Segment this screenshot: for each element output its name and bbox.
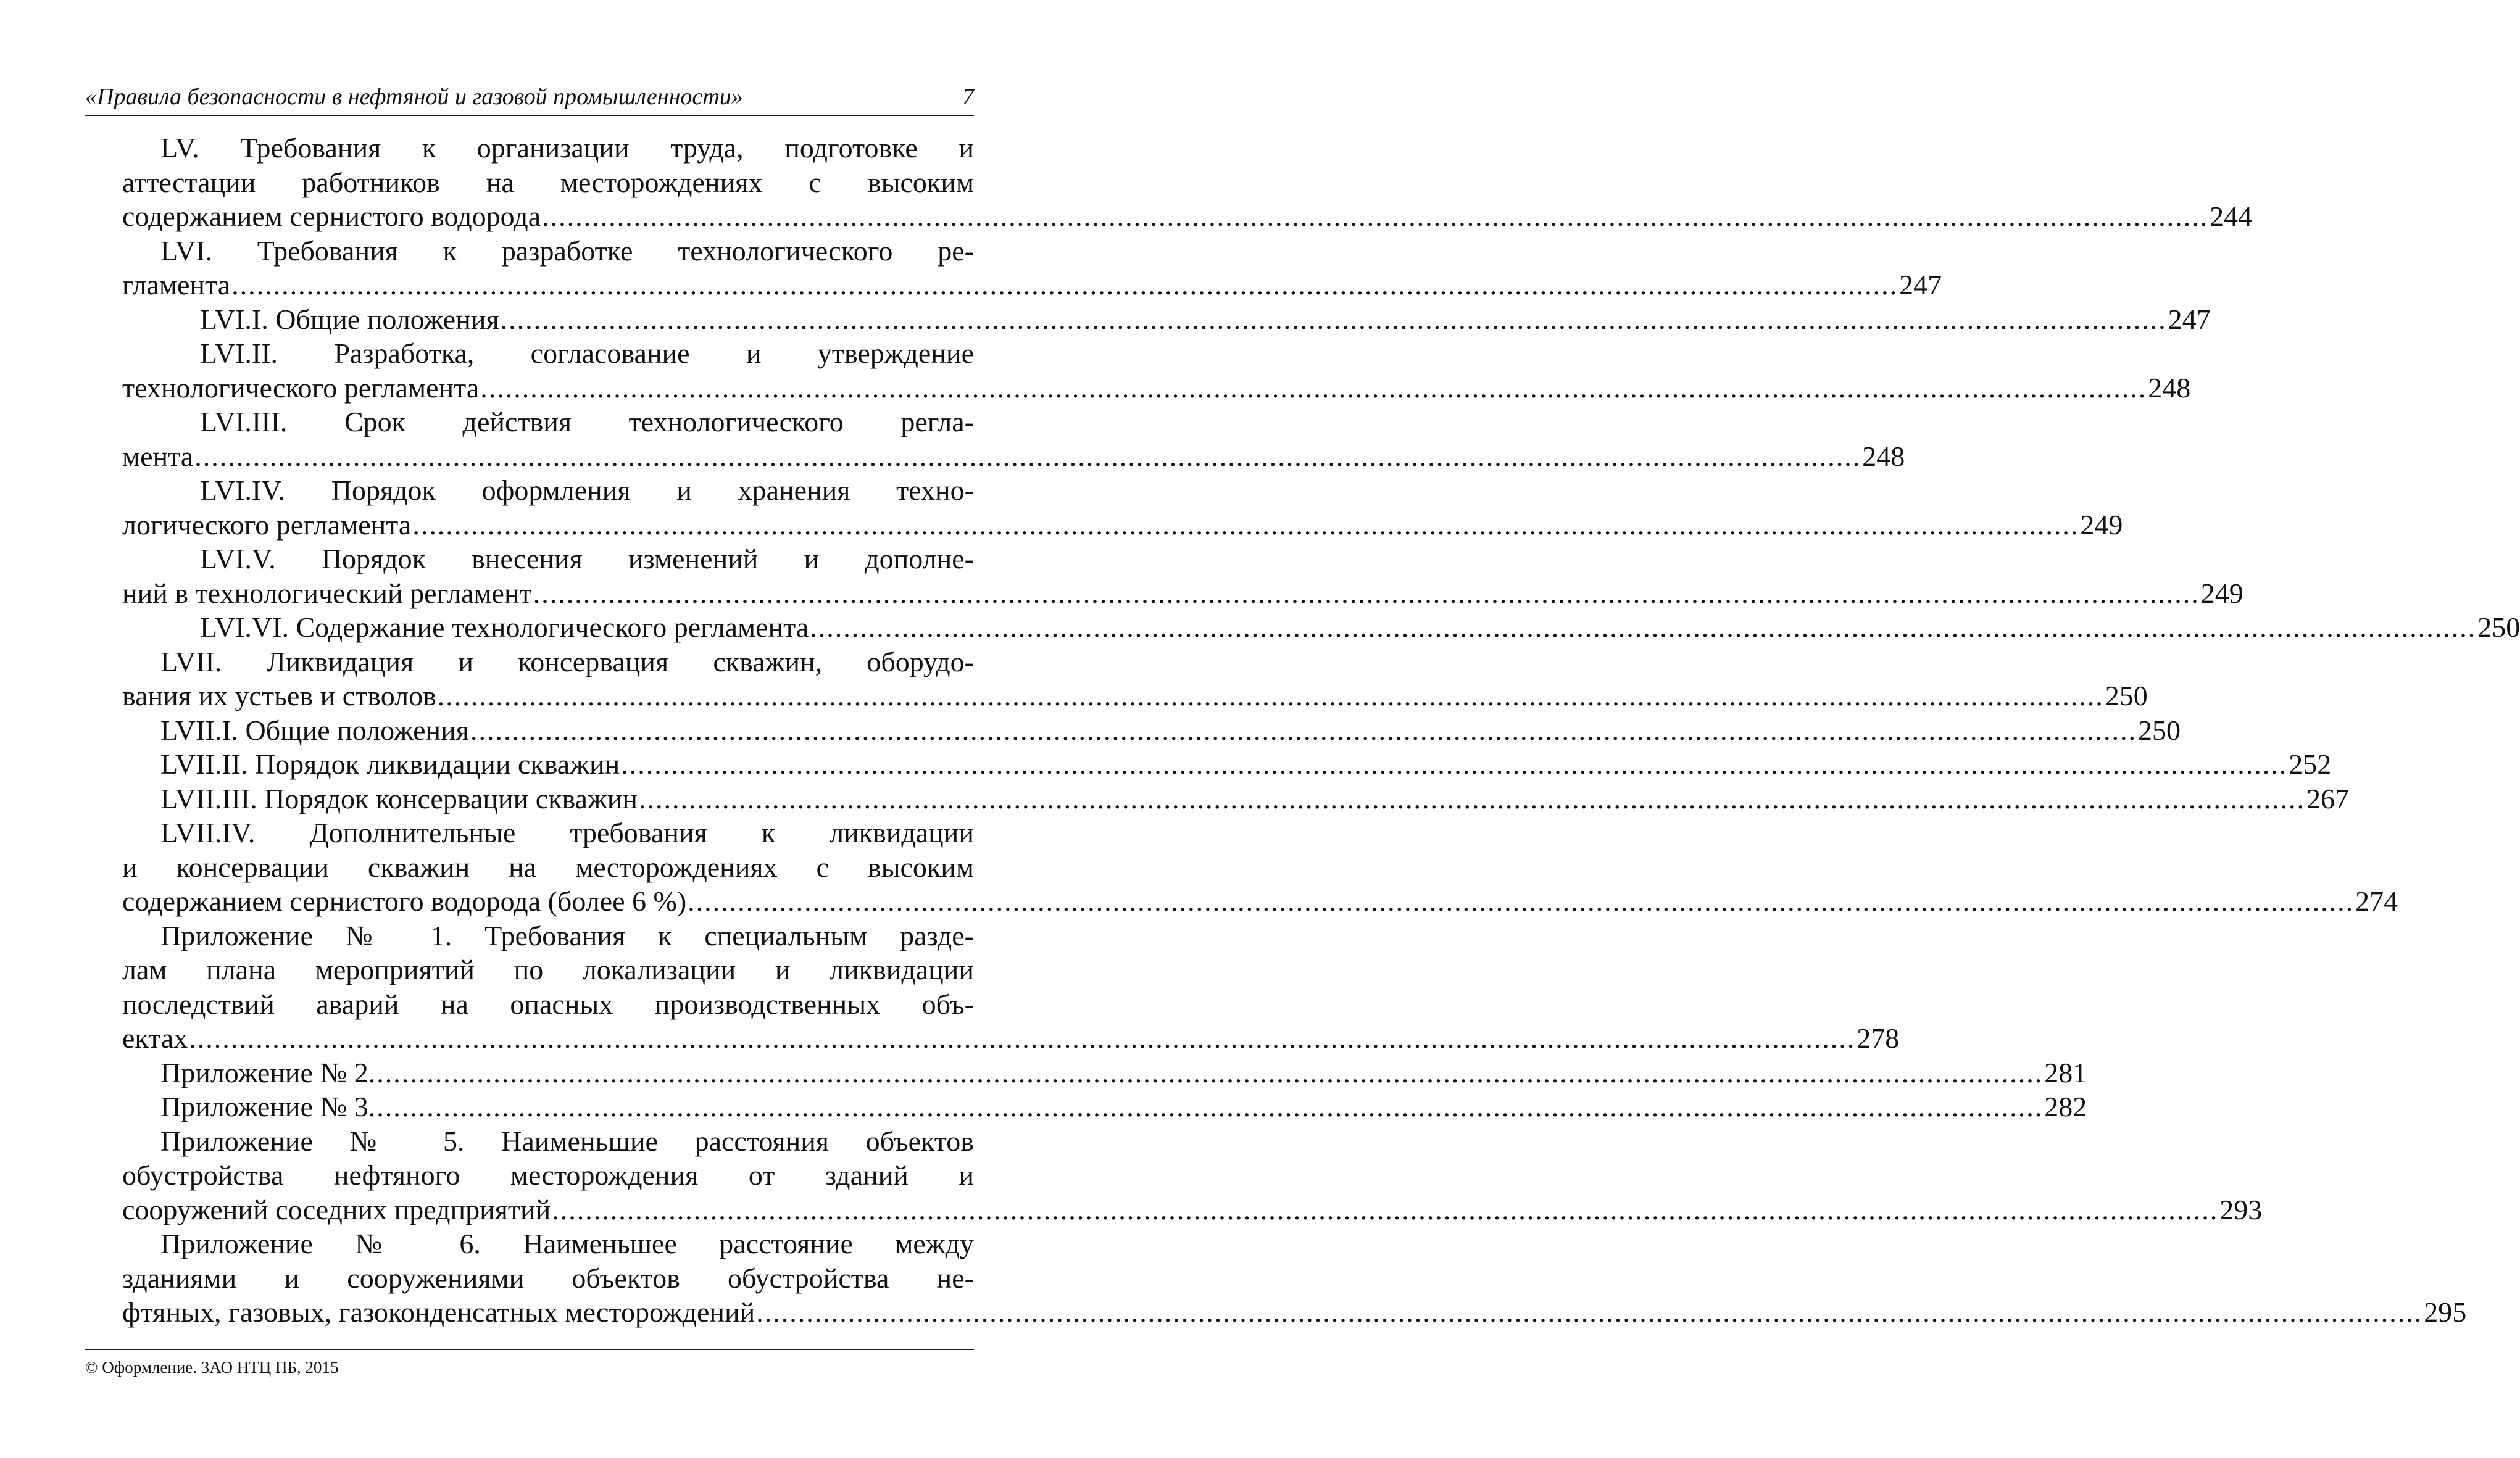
toc-entry-lastline xyxy=(122,782,2350,816)
toc-entry-page: 281 xyxy=(2044,1056,2087,1088)
toc-entry xyxy=(122,1124,2263,1227)
toc-entry xyxy=(122,336,2191,405)
toc-entry-title: LVII.I. Общие положения xyxy=(160,714,469,746)
toc-entry-line: лам плана мероприятий по локализации и ликвидации xyxy=(122,954,974,985)
toc-entry xyxy=(122,542,2243,610)
dot-leader: ........................................................................................................................................................................................................ xyxy=(533,577,2200,609)
toc-entry-line: LVII. Ликвидация и консервация скважин, оборудо- xyxy=(160,645,974,677)
toc-entry-title: LVII.II. Порядок ликвидации скважин xyxy=(160,748,620,780)
toc-entry-page: 248 xyxy=(2148,371,2191,404)
toc-entry xyxy=(122,302,2211,337)
toc-entry-page: 267 xyxy=(2306,782,2350,814)
toc-entry-title: логического регламента xyxy=(122,508,412,541)
toc-entry-line: LVI.III. Срок действия технологического регла- xyxy=(200,406,974,437)
dot-leader: ........................................................................................................................................................................................................ xyxy=(500,303,2167,335)
toc-entry-title: мента xyxy=(122,440,194,472)
toc-entry-lastline xyxy=(122,1090,2087,1124)
dot-leader: ........................................................................................................................................................................................................ xyxy=(639,782,2306,814)
toc-entry xyxy=(122,1227,2467,1330)
toc-entry-lastline xyxy=(122,713,2181,748)
dot-leader: ........................................................................................................................................................................................................ xyxy=(376,1056,2044,1088)
toc-entry-page: 274 xyxy=(2355,885,2398,917)
toc-entry-line: LVI. Требования к разработке технологического ре- xyxy=(160,234,974,267)
toc-entry-line: Приложение № 5. Наименьшие расстояния объектов xyxy=(160,1125,974,1157)
header-rule xyxy=(85,115,974,116)
toc-entry-title: содержанием сернистого водорода xyxy=(122,201,541,232)
toc-entry-lastline xyxy=(122,1193,2263,1227)
toc-entry-line: зданиями и сооружениями объектов обустройства не- xyxy=(122,1262,974,1294)
toc-entry-line: LVI.IV. Порядок оформления и хранения техно- xyxy=(200,474,974,506)
dot-leader: ........................................................................................................................................................................................................ xyxy=(412,508,2079,541)
toc-entry-line: LVII.IV. Дополнительные требования к ликвидации xyxy=(160,817,974,848)
toc-entry xyxy=(122,1056,2087,1090)
dot-leader: ........................................................................................................................................................................................................ xyxy=(480,371,2147,404)
toc-entry-line: LVI.V. Порядок внесения изменений и дополне- xyxy=(200,543,974,574)
toc-entry-lastline xyxy=(122,508,2123,542)
toc-entry-lastline xyxy=(122,199,2253,234)
toc-entry-lastline xyxy=(122,1021,1900,1056)
dot-leader: ........................................................................................................................................................................................................ xyxy=(470,714,2137,746)
running-head-title: «Правила безопасности в нефтяной и газовой промышленности» xyxy=(85,84,743,110)
toc-entry-title: LVI.I. Общие положения xyxy=(200,303,499,335)
toc-entry-page: 247 xyxy=(2168,303,2211,335)
page-number: 7 xyxy=(962,84,974,110)
dot-leader: ........................................................................................................................................................................................................ xyxy=(810,611,2477,643)
toc-entry-title: Приложение № 2. xyxy=(160,1056,376,1088)
toc-entry-page: 278 xyxy=(1857,1022,1900,1054)
dot-leader: ........................................................................................................................................................................................................ xyxy=(542,201,2209,232)
toc-entry-title: фтяных, газовых, газоконденсатных месторождений xyxy=(122,1296,755,1328)
toc-entry-lastline xyxy=(122,1056,2087,1090)
toc-entry xyxy=(122,919,1900,1056)
toc-entry-page: 293 xyxy=(2219,1193,2263,1225)
dot-leader: ........................................................................................................................................................................................................ xyxy=(688,885,2355,917)
toc-entry-lastline xyxy=(122,371,2191,405)
toc-entry xyxy=(122,234,1942,302)
dot-leader: ........................................................................................................................................................................................................ xyxy=(756,1296,2423,1328)
dot-leader: ........................................................................................................................................................................................................ xyxy=(189,1022,1856,1054)
toc-entry xyxy=(122,782,2350,816)
toc-entry-page: 282 xyxy=(2044,1091,2087,1122)
toc-entry-title: LVII.III. Порядок консервации скважин xyxy=(160,782,638,814)
toc-entry-title: содержанием сернистого водорода (более 6 %) xyxy=(122,885,687,917)
toc-entry-page: 249 xyxy=(2200,577,2243,609)
toc-entry-lastline xyxy=(122,302,2211,337)
dot-leader: ........................................................................................................................................................................................................ xyxy=(437,680,2104,711)
toc-entry xyxy=(122,816,2398,919)
toc-entry-page: 250 xyxy=(2105,680,2148,711)
table-of-contents xyxy=(122,131,2520,1330)
toc-entry-page: 244 xyxy=(2210,201,2253,232)
dot-leader: ........................................................................................................................................................................................................ xyxy=(552,1193,2219,1225)
toc-entry-title: сооружений соседних предприятий xyxy=(122,1193,551,1225)
toc-entry-line: последствий аварий на опасных производственных объ- xyxy=(122,988,974,1020)
toc-entry-lastline xyxy=(122,1295,2467,1330)
footer-copyright: © Оформление. ЗАО НТЦ ПБ, 2015 xyxy=(85,1358,339,1377)
toc-entry xyxy=(122,473,2123,542)
toc-entry-line: обустройства нефтяного месторождения от зданий и xyxy=(122,1159,974,1191)
toc-entry-lastline xyxy=(122,576,2243,611)
dot-leader: ........................................................................................................................................................................................................ xyxy=(231,269,1898,300)
toc-entry-title: ний в технологический регламент xyxy=(122,577,532,609)
toc-entry xyxy=(122,405,1905,473)
toc-entry-title: LVI.VI. Содержание технологического регламента xyxy=(200,611,809,643)
toc-entry-title: Приложение № 3. xyxy=(160,1091,376,1122)
toc-entry-page: 250 xyxy=(2137,714,2181,746)
toc-entry xyxy=(122,131,2253,234)
toc-entry-page: 250 xyxy=(2477,611,2520,643)
toc-entry-title: ектах xyxy=(122,1022,188,1054)
toc-entry-line: LVI.II. Разработка, согласование и утверждение xyxy=(200,338,974,369)
toc-entry-line: аттестации работников на месторождениях с высоким xyxy=(122,166,974,198)
toc-entry-lastline xyxy=(122,439,1905,474)
toc-entry xyxy=(122,1090,2087,1124)
toc-entry-lastline xyxy=(122,747,2332,782)
toc-entry-lastline xyxy=(122,610,2520,645)
toc-entry-lastline xyxy=(122,268,1942,302)
toc-entry-lastline xyxy=(122,679,2148,713)
toc-entry-lastline xyxy=(122,884,2398,919)
dot-leader: ........................................................................................................................................................................................................ xyxy=(376,1091,2044,1122)
toc-entry-page: 248 xyxy=(1862,440,1905,472)
toc-entry-page: 249 xyxy=(2080,508,2123,541)
toc-entry xyxy=(122,645,2148,713)
toc-entry xyxy=(122,610,2520,645)
toc-entry-title: гламента xyxy=(122,269,231,300)
toc-entry-line: Приложение № 1. Требования к специальным разде- xyxy=(160,919,974,951)
toc-entry-line: Приложение № 6. Наименьшее расстояние между xyxy=(160,1228,974,1259)
toc-entry xyxy=(122,747,2332,782)
toc-entry-page: 247 xyxy=(1899,269,1942,300)
dot-leader: ........................................................................................................................................................................................................ xyxy=(621,748,2288,780)
toc-entry-line: и консервации скважин на месторождениях с высоким xyxy=(122,851,974,883)
toc-entry xyxy=(122,713,2181,748)
footer-rule xyxy=(85,1349,974,1350)
dot-leader: ........................................................................................................................................................................................................ xyxy=(194,440,1861,472)
toc-entry-page: 252 xyxy=(2289,748,2332,780)
toc-entry-title: технологического регламента xyxy=(122,371,480,404)
toc-entry-line: LV. Требования к организации труда, подготовке и xyxy=(160,132,974,164)
toc-entry-title: вания их устьев и стволов xyxy=(122,680,436,711)
toc-entry-page: 295 xyxy=(2424,1296,2467,1328)
